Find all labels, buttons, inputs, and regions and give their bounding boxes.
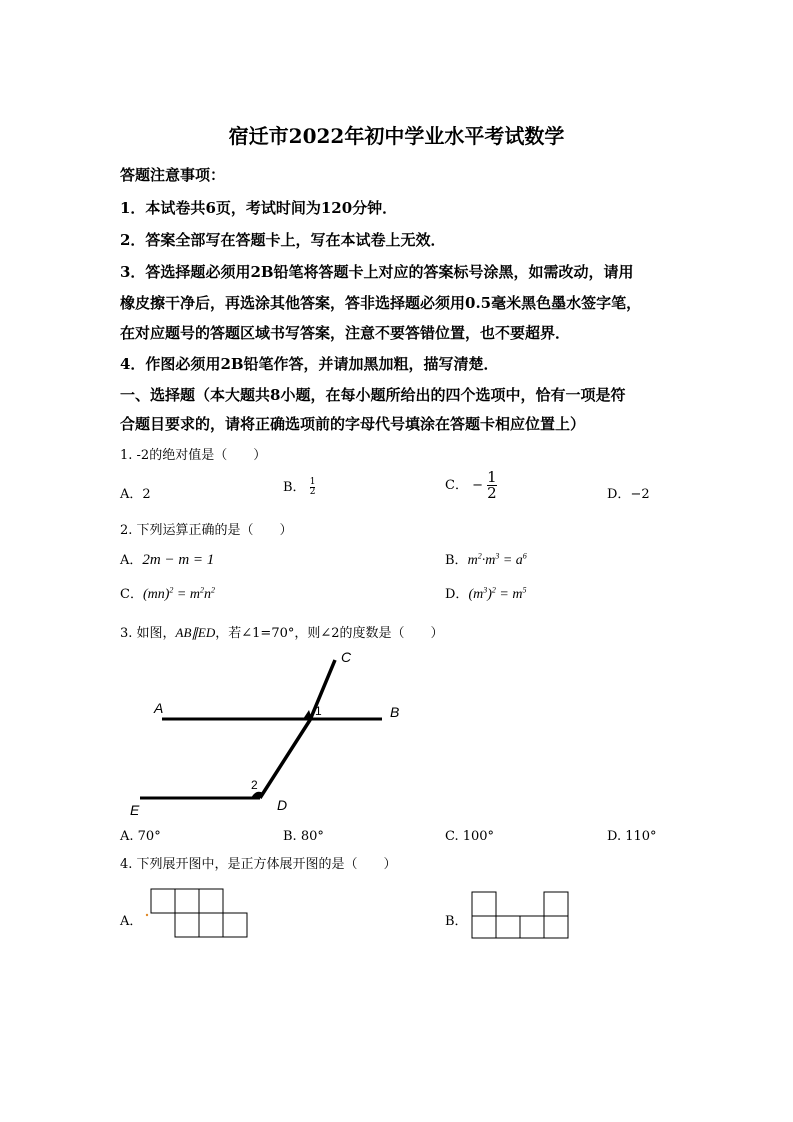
q4-option-a-net	[145, 885, 255, 941]
note-3-line-c: 在对应题号的答题区域书写答案，注意不要答错位置，也不要超界．	[120, 324, 571, 342]
q1-option-a: A．2	[120, 487, 151, 502]
page-title: 宿迁市2022年初中学业水平考试数学	[228, 124, 565, 148]
q3-option-b: B. 80°	[283, 829, 324, 844]
note-1: 1．本试卷共6页，考试时间为120分钟．	[120, 199, 398, 217]
q2-option-c: C．$(mn)^2 = m^2n^2$	[120, 585, 215, 602]
notes-heading: 答题注意事项：	[120, 166, 226, 184]
section-heading-line-1: 一、选择题（本大题共8小题，在每小题所给出的四个选项中，恰有一项是符	[120, 386, 626, 404]
q4-option-a-label: A．	[120, 914, 143, 929]
q3-figure	[120, 645, 420, 825]
note-3-line-a: 3．答选择题必须用2B铅笔将答题卡上对应的答案标号涂黑，如需改动，请用	[120, 263, 634, 281]
q4-option-b-label: B．	[445, 914, 468, 929]
q4-option-b-net	[470, 890, 580, 942]
q3-option-a: A. 70°	[120, 829, 161, 844]
transversal-line	[260, 660, 335, 798]
section-heading-line-2: 合题目要求的，请将正确选项前的字母代号填涂在答题卡相应位置上）	[120, 415, 586, 433]
label-c: C	[341, 649, 352, 665]
q2-stem: 2. 下列运算正确的是（ ）	[120, 523, 293, 538]
label-angle-2: 2	[251, 778, 258, 792]
q1-option-b: B． $\frac{1}{2}$	[283, 477, 316, 497]
q4-stem: 4. 下列展开图中，是正方体展开图的是（ ）	[120, 857, 397, 872]
label-d: D	[277, 797, 288, 813]
note-4: 4．作图必须用2B铅笔作答，并请加黑加粗，描写清楚．	[120, 355, 499, 373]
q1-stem: 1. -2的绝对值是（ ）	[120, 448, 267, 463]
q1-option-c: C． − $\frac{1}{2}$	[445, 468, 497, 502]
q3-option-d: D. 110°	[607, 829, 657, 844]
label-a: A	[154, 700, 164, 716]
q2-option-b: B．$m^2\cdot m^3 = a^6$	[445, 551, 527, 568]
note-3-line-b: 橡皮擦干净后，再选涂其他答案，答非选择题必须用0.5毫米黑色墨水签字笔，	[120, 294, 642, 312]
note-2: 2．答案全部写在答题卡上，写在本试卷上无效．	[120, 231, 446, 249]
q2-option-d: D．$(m^3)^2 = m^5$	[445, 585, 527, 602]
q3-option-c: C. 100°	[445, 829, 495, 844]
q2-option-a: A．2m − m = 1	[120, 552, 215, 568]
q3-stem: 3. 如图，AB∥ED，若∠1=70°，则∠2的度数是（ ）	[120, 625, 444, 641]
q1-option-d: D．−2	[607, 487, 650, 502]
label-b: B	[390, 704, 400, 720]
label-angle-1: 1	[315, 704, 322, 718]
label-e: E	[130, 802, 140, 818]
